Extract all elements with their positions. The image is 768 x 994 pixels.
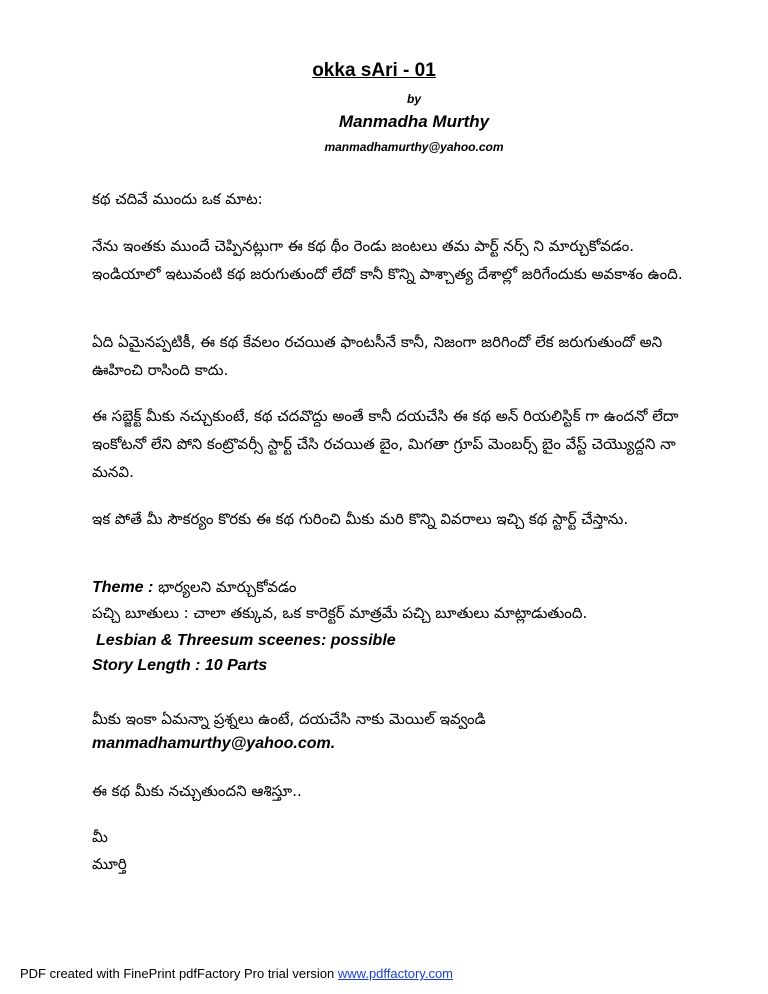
theme-value: భార్యలని మార్చుకోవడం: [158, 578, 297, 596]
story-length: Story Length : 10 Parts: [92, 657, 268, 674]
closing-wish: ఈ కథ మీకు నచ్చుతుందని ఆశిస్తూ..: [92, 782, 302, 800]
theme-line: [92, 573, 692, 602]
footer-text: PDF created with FinePrint pdfFactory Pro trial version: [20, 966, 338, 981]
signature-murthy: మూర్తి: [92, 855, 127, 873]
footer-note: [20, 966, 453, 981]
lesbian-line: Lesbian & Threesum sceenes: possible: [96, 632, 396, 649]
contact-question: మీకు ఇంకా ఏమన్నా ప్రశ్నలు ఉంటే, దయచేసి నాకు మెయిల్ ఇవ్వండి: [92, 710, 486, 728]
document-title: okka sAri - 01: [312, 60, 436, 81]
words-line: పచ్చి బూతులు : చాలా తక్కువ, ఒక కారెక్టర్ మాత్రమే పచ్చి బూతులు మాట్లాడుతుంది.: [92, 604, 588, 622]
paragraph-details-intro: ఇక పోతే మీ సౌకర్యం కొరకు ఈ కథ గురించి మీకు మరి కొన్ని వివరాలు ఇచ్చి కథ స్టార్ట్ చేస్తాను.: [92, 510, 629, 528]
author-name: Manmadha Murthy: [338, 112, 490, 131]
footer-link[interactable]: www.pdffactory.com: [337, 966, 454, 981]
byline: by: [406, 92, 421, 106]
theme-label: Theme :: [92, 579, 154, 596]
paragraph-fantasy: ఏది ఏమైనప్పటికీ, ఈ కథ కేవలం రచయిత ఫాంటసీనే కానీ, నిజంగా జరిగిందో లేక జరుగుతుందో అని ఊహించి రాసింది కాదు.: [92, 333, 663, 379]
paragraph-intro: కథ చదివే ముందు ఒక మాట:: [92, 190, 263, 208]
paragraph-warning: ఈ సబ్జెక్ట్ మీకు నచ్చుకుంటే, కథ చదవొద్దు అంతే కానీ దయచేసి ఈ కథ అన్ రియలిస్టిక్ గా ఉందనో లేదా ఇంకోటనో లేని పోని కంట్రొవర్సీ స్టార్ట్ చేసి రచయిత బైం, మిగతా గ్రూప్ మెంబర్స్ బైం వేస్ట్ చెయ్యొద్దని నా మనవి.: [92, 407, 679, 481]
paragraph-theme: నేను ఇంతకు ముందే చెప్పినట్లుగా ఈ కథ థీం రెండు జంటలు తమ పార్ట్ నర్స్ ని మార్చుకోవడం. ఇండియాలో ఇటువంటి కథ జరుగుతుందో లేదో కానీ కొన్ని పాశ్చాత్య దేశాల్లో జరిగేందుకు అవకాశం ఉంది.: [92, 237, 683, 283]
contact-email: manmadhamurthy@yahoo.com.: [92, 735, 336, 752]
author-email: manmadhamurthy@yahoo.com: [324, 140, 504, 154]
signature-mee: మీ: [92, 828, 108, 846]
